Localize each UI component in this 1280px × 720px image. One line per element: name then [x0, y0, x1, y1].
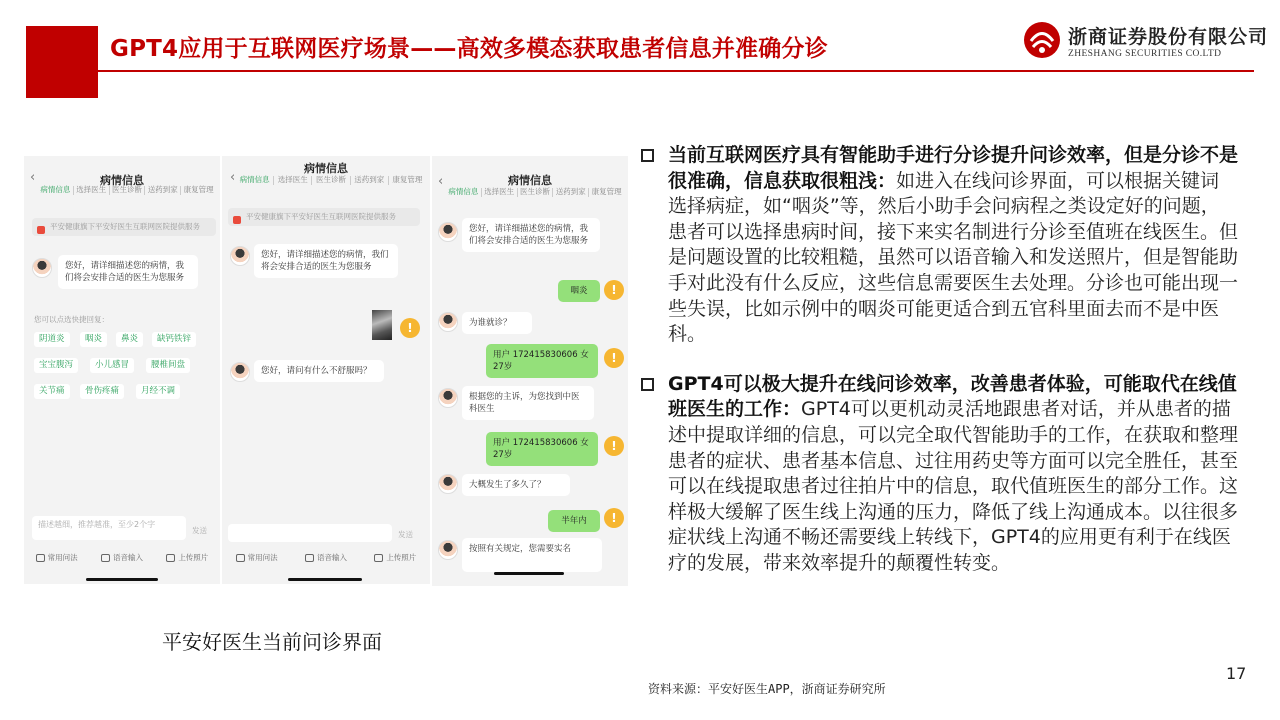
common-questions-button[interactable]: 常用问法: [236, 552, 278, 563]
patient-message: 半年内: [548, 510, 600, 532]
doctor-avatar: [230, 246, 250, 266]
bullet-2-heading: GPT4可以极大提升在线问诊效率，改善患者体验，可能取代在线值班医生的工作：: [668, 372, 1237, 421]
doctor-message: 您好，请详细描述您的病情，我们将会安排合适的医生为您服务: [58, 255, 198, 289]
tab-delivery[interactable]: 送药到家: [145, 186, 181, 195]
bullet-square-icon: [641, 378, 654, 391]
tab-recovery[interactable]: 康复管理: [392, 175, 423, 184]
home-indicator: [86, 578, 158, 581]
input-toolbar: [24, 552, 220, 563]
doctor-message: 您好，请详细描述您的病情，我们将会安排合适的医生为您服务: [462, 218, 600, 252]
hospital-icon: [37, 226, 45, 234]
doctor-message: 大概发生了多久了？: [462, 474, 570, 496]
screenshot-caption: 平安好医生当前问诊界面: [162, 630, 382, 654]
patient-avatar-icon: !: [604, 348, 624, 368]
common-questions-button[interactable]: 常用问法: [36, 552, 78, 563]
doctor-message: 按照有关规定，您需要实名: [462, 538, 602, 572]
patient-message: 咽炎: [558, 280, 600, 302]
tab-diagnosis[interactable]: 医生诊断: [110, 186, 146, 195]
doctor-avatar: [438, 388, 458, 408]
patient-message: 用户 172415830606 女 27岁: [486, 432, 598, 466]
tab-choose-doctor[interactable]: 选择医生: [74, 186, 110, 195]
doctor-avatar: [438, 474, 458, 494]
title-underline: [98, 70, 1254, 72]
chip-menstrual[interactable]: 月经不调: [136, 384, 180, 399]
phone-screenshots: [24, 156, 628, 586]
notice-banner: [228, 208, 420, 226]
chat-icon: [236, 554, 245, 562]
notice-text: 平安健康旗下平安好医生互联网医院提供服务: [50, 222, 200, 231]
tab-delivery[interactable]: 送药到家: [351, 176, 389, 185]
phone-tabs: [38, 186, 216, 195]
microphone-icon: [101, 554, 110, 562]
doctor-message: 根据您的主诉，为您找到中医科医生: [462, 386, 594, 420]
chip-baby-diarrhea[interactable]: 宝宝腹泻: [34, 358, 78, 373]
tab-choose-doctor[interactable]: 选择医生: [274, 176, 312, 185]
logo-name-en: ZHESHANG SECURITIES CO.LTD: [1068, 48, 1222, 59]
microphone-icon: [305, 554, 314, 562]
tab-illness-info[interactable]: 病情信息: [236, 176, 274, 185]
home-indicator: [288, 578, 362, 581]
phone-screen-3: [432, 156, 628, 586]
message-input[interactable]: [228, 524, 392, 542]
patient-avatar-icon: !: [604, 508, 624, 528]
phone-title: 病情信息: [100, 174, 144, 187]
slide-title: GPT4应用于互联网医疗场景——高效多模态获取患者信息并准确分诊: [110, 36, 828, 62]
patient-avatar-icon: !: [604, 436, 624, 456]
bullet-2-body: GPT4可以更机动灵活地跟患者对话，并从患者的描述中提取详细的信息，可以完全取代智能助手的工作，在获取和整理患者的症状、患者基本信息、过往用药史等方面可以完全胜任，甚至可以在线提取患者过往拍片中的信息，取代值班医生的部分工作。这样极大缓解了医生线上沟通的压力，降低了线上沟通成本。以往很多症状线上沟通不畅还需要线上转线下，GPT4的应用更有利于在线医疗的发展，带来效率提升的颠覆性转变。: [668, 398, 1239, 574]
doctor-avatar: [230, 362, 250, 382]
uploaded-photo: [372, 310, 392, 340]
send-button[interactable]: 发送: [192, 526, 207, 535]
bullet-list: [638, 143, 1238, 577]
source-note: 资料来源：平安好医生APP，浙商证券研究所: [648, 682, 886, 696]
notice-banner: [32, 218, 216, 236]
tab-choose-doctor[interactable]: 选择医生: [482, 188, 518, 197]
chip-lumbar-disc[interactable]: 腰椎间盘: [146, 358, 190, 373]
bullet-square-icon: [641, 149, 654, 162]
bullet-point-1: [638, 143, 1238, 348]
back-icon[interactable]: ‹: [230, 170, 236, 185]
voice-input-button[interactable]: 语音输入: [101, 552, 143, 563]
doctor-message: 您好，请详细描述您的病情，我们将会安排合适的医生为您服务: [254, 244, 398, 278]
chip-joint-pain[interactable]: 关节痛: [34, 384, 70, 399]
tab-diagnosis[interactable]: 医生诊断: [518, 188, 554, 197]
phone-tabs: [236, 176, 426, 185]
doctor-message: 为谁就诊？: [462, 312, 532, 334]
bullet-1-body: 如进入在线问诊界面，可以根据关键词选择病症，如“咽炎”等，然后小助手会问病程之类设定好的问题，患者可以选择患病时间，接下来实名制进行分诊至值班在线医生。但是问题设置的比较粗糙，虽然可以语音输入和发送照片，但是智能助手对此没有什么反应，这些信息需要医生去处理。分诊也可能出现一些失误，比如示例中的咽炎可能更适合到五官科里面去而不是中医科。: [668, 169, 1239, 346]
symptom-input[interactable]: 描述越细，推荐越准，至少2个字: [32, 516, 186, 540]
chip-calcium[interactable]: 缺钙铁锌: [152, 332, 196, 347]
page-number: 17: [1226, 664, 1247, 683]
chip-bone-pain[interactable]: 骨伤疼痛: [80, 384, 124, 399]
notice-text: 平安健康旗下平安好医生互联网医院提供服务: [246, 212, 396, 221]
chip-child-cold[interactable]: 小儿感冒: [90, 358, 134, 373]
phone-screen-1: [24, 156, 220, 584]
bullet-1-heading: 当前互联网医疗具有智能助手进行分诊提升问诊效率，但是分诊不是很准确，信息获取很粗浅：: [668, 144, 1239, 192]
company-logo: [1022, 20, 1268, 60]
chip-pharyngitis[interactable]: 咽炎: [80, 332, 107, 347]
patient-avatar-icon: !: [400, 318, 420, 338]
phone-title: 病情信息: [508, 174, 552, 187]
upload-photo-button[interactable]: 上传照片: [166, 552, 208, 563]
phone-title: 病情信息: [304, 162, 348, 175]
back-icon[interactable]: ‹: [30, 170, 36, 185]
chip-vaginitis[interactable]: 阴道炎: [34, 332, 70, 347]
patient-avatar-icon: !: [604, 280, 624, 300]
home-indicator: [494, 572, 564, 575]
zheshang-logo-icon: [1022, 20, 1062, 60]
send-button[interactable]: 发送: [398, 530, 413, 539]
header-red-block: [26, 26, 98, 98]
voice-input-button[interactable]: 语音输入: [305, 552, 347, 563]
chat-icon: [36, 554, 45, 562]
quick-reply-label: 您可以点选快捷回复：: [34, 315, 109, 324]
patient-message: 用户 172415830606 女 27岁: [486, 344, 598, 378]
doctor-avatar: [32, 258, 52, 278]
phone-screen-2: [222, 156, 430, 584]
tab-delivery[interactable]: 送药到家: [553, 188, 589, 197]
doctor-avatar: [438, 312, 458, 332]
back-icon[interactable]: ‹: [438, 174, 444, 189]
tab-illness-info[interactable]: 病情信息: [446, 188, 482, 197]
bullet-point-2: [638, 372, 1238, 577]
tab-recovery[interactable]: 康复管理: [183, 185, 214, 194]
hospital-icon: [233, 216, 241, 224]
doctor-avatar: [438, 540, 458, 560]
image-icon: [166, 554, 175, 562]
tab-illness-info[interactable]: 病情信息: [38, 186, 74, 195]
image-icon: [374, 554, 383, 562]
doctor-message: 您好，请问有什么不舒服吗？: [254, 360, 384, 382]
upload-photo-button[interactable]: 上传照片: [374, 552, 416, 563]
chip-rhinitis[interactable]: 鼻炎: [116, 332, 143, 347]
phone-tabs: [446, 188, 624, 197]
tab-diagnosis[interactable]: 医生诊断: [312, 176, 350, 185]
doctor-avatar: [438, 222, 458, 242]
logo-name-cn: 浙商证券股份有限公司: [1068, 25, 1269, 48]
input-toolbar: [222, 552, 430, 563]
tab-recovery[interactable]: 康复管理: [591, 187, 622, 196]
